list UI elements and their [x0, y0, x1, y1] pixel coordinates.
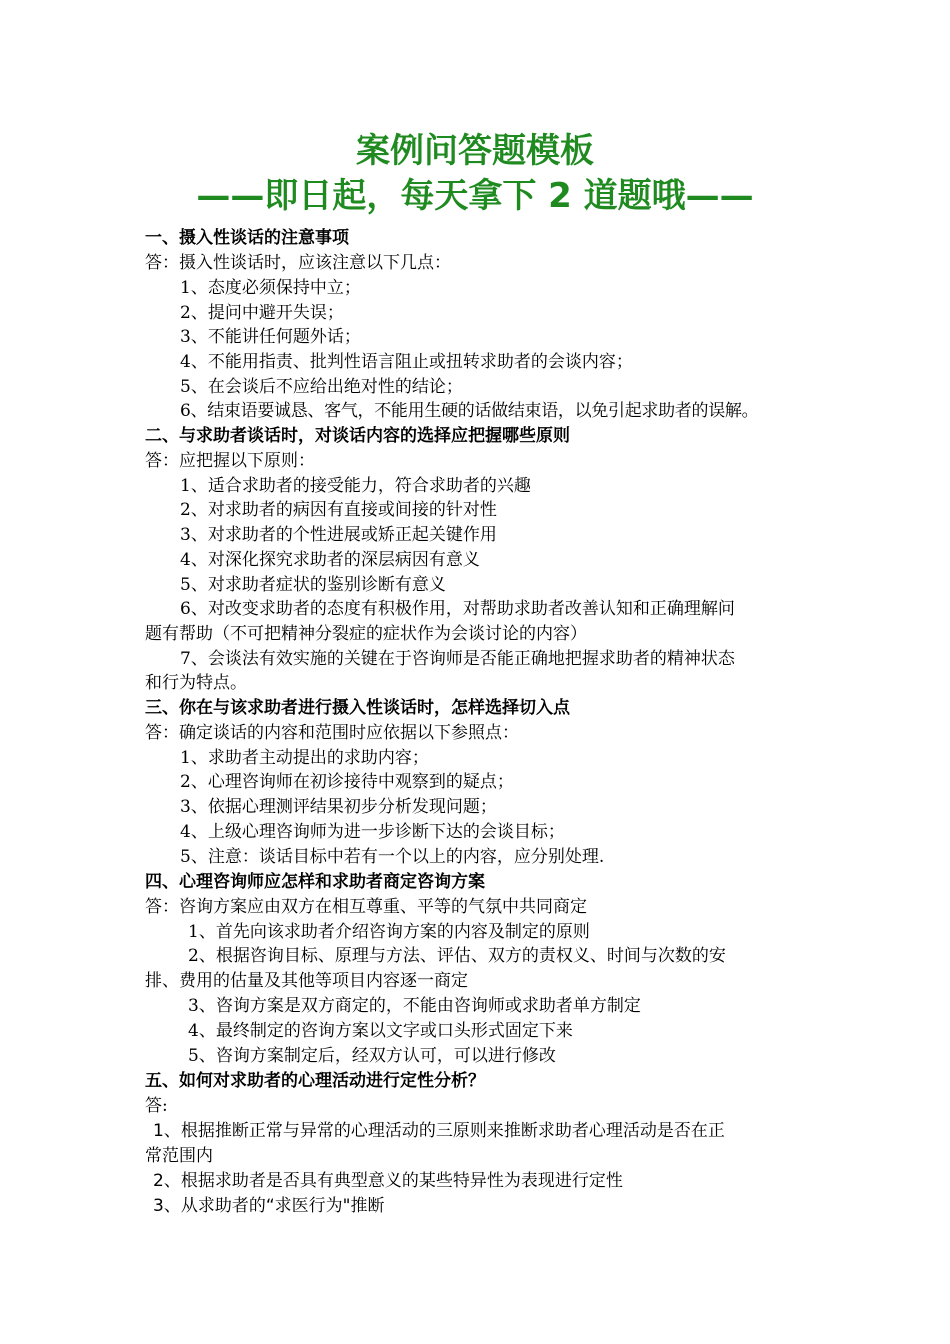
- list-item: 2、根据求助者是否具有典型意义的某些特异性为表现进行定性: [153, 1171, 623, 1191]
- list-item: 4、不能用指责、批判性语言阻止或扭转求助者的会谈内容；: [180, 352, 633, 372]
- list-item: 6、结束语要诚恳、客气，不能用生硬的话做结束语，以免引起求助者的误解。: [180, 401, 759, 421]
- section-4-heading: 四、心理咨询师应怎样和求助者商定咨询方案: [145, 872, 485, 892]
- section-3-answer: 答：确定谈话的内容和范围时应依据以下参照点：: [145, 723, 519, 743]
- list-item: 5、注意：谈话目标中若有一个以上的内容，应分别处理.: [180, 847, 605, 867]
- list-item: 1、适合求助者的接受能力，符合求助者的兴趣: [180, 476, 531, 496]
- list-item: 4、对深化探究求助者的深层病因有意义: [180, 550, 480, 570]
- list-item: 2、根据咨询目标、原理与方法、评估、双方的责权义、时间与次数的安: [188, 946, 726, 966]
- section-1-heading: 一、摄入性谈话的注意事项: [145, 228, 349, 248]
- list-item: 1、求助者主动提出的求助内容；: [180, 748, 429, 768]
- list-item: 3、咨询方案是双方商定的，不能由咨询师或求助者单方制定: [188, 996, 641, 1016]
- document-subtitle: ——即日起，每天拿下 2 道题哦——: [196, 176, 754, 216]
- list-item-continuation: 题有帮助（不可把精神分裂症的症状作为会谈讨论的内容）: [145, 624, 587, 644]
- section-2-answer: 答：应把握以下原则：: [145, 451, 315, 471]
- section-5-answer: 答:: [145, 1096, 168, 1116]
- list-item: 5、对求助者症状的鉴别诊断有意义: [180, 575, 446, 595]
- list-item: 3、依据心理测评结果初步分析发现问题；: [180, 797, 497, 817]
- list-item: 3、不能讲任何题外话；: [180, 327, 361, 347]
- section-4-answer: 答：咨询方案应由双方在相互尊重、平等的气氛中共同商定: [145, 897, 587, 917]
- section-5-heading: 五、如何对求助者的心理活动进行定性分析？: [145, 1071, 485, 1091]
- list-item: 6、对改变求助者的态度有积极作用，对帮助求助者改善认知和正确理解问: [180, 599, 735, 619]
- list-item-continuation: 常范围内: [145, 1146, 213, 1166]
- section-2-heading: 二、与求助者谈话时，对谈话内容的选择应把握哪些原则: [145, 426, 570, 446]
- list-item: 3、从求助者的“求医行为"推断: [153, 1196, 385, 1216]
- document-title: 案例问答题模板: [356, 131, 594, 171]
- section-3-heading: 三、你在与该求助者进行摄入性谈话时，怎样选择切入点: [145, 698, 570, 718]
- list-item-continuation: 排、费用的估量及其他等项目内容逐一商定: [145, 971, 468, 991]
- list-item: 1、根据推断正常与异常的心理活动的三原则来推断求助者心理活动是否在正: [153, 1121, 725, 1141]
- list-item: 5、在会谈后不应给出绝对性的结论；: [180, 377, 463, 397]
- list-item: 3、对求助者的个性进展或矫正起关键作用: [180, 525, 497, 545]
- list-item: 2、提问中避开失误；: [180, 303, 344, 323]
- section-1-answer: 答：摄入性谈话时，应该注意以下几点：: [145, 253, 451, 273]
- list-item: 1、首先向该求助者介绍咨询方案的内容及制定的原则: [188, 922, 590, 942]
- list-item: 1、态度必须保持中立；: [180, 278, 361, 298]
- list-item: 2、对求助者的病因有直接或间接的针对性: [180, 500, 497, 520]
- list-item-continuation: 和行为特点。: [145, 673, 247, 693]
- list-item: 2、心理咨询师在初诊接待中观察到的疑点；: [180, 772, 514, 792]
- list-item: 7、会谈法有效实施的关键在于咨询师是否能正确地把握求助者的精神状态: [180, 649, 735, 669]
- list-item: 4、上级心理咨询师为进一步诊断下达的会谈目标；: [180, 822, 565, 842]
- list-item: 4、最终制定的咨询方案以文字或口头形式固定下来: [188, 1021, 573, 1041]
- list-item: 5、咨询方案制定后，经双方认可，可以进行修改: [188, 1046, 556, 1066]
